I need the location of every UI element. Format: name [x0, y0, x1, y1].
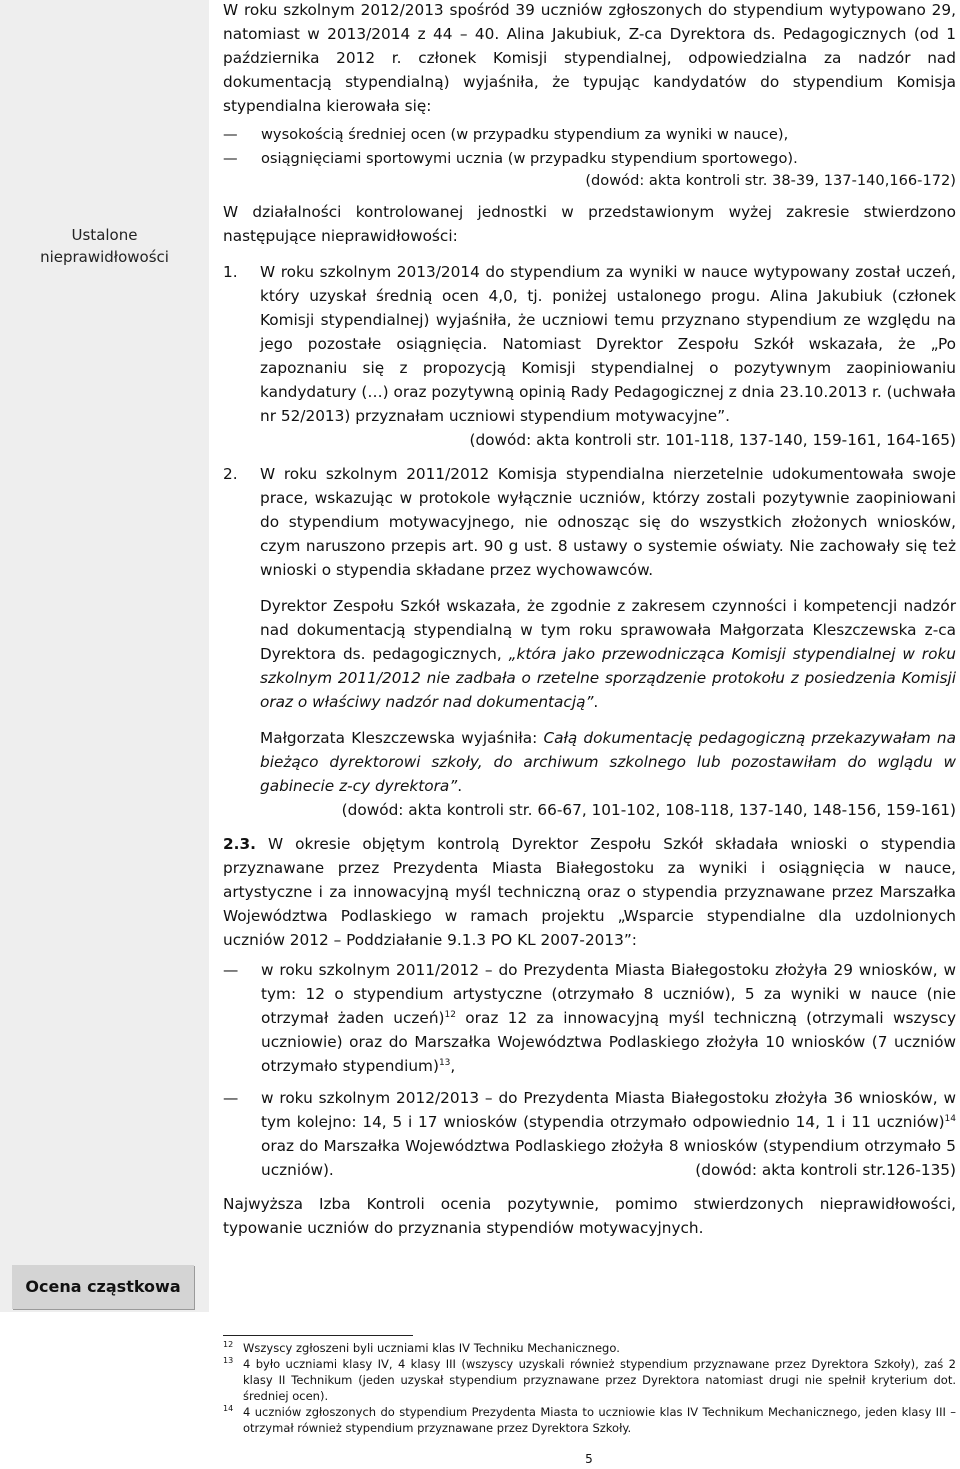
intro-paragraph: W roku szkolnym 2012/2013 spośród 39 uczniów zgłoszonych do stypendium wytypowano 29, natomiast w 2013/2014 z 44 – 40. Alina Jakubiuk, Z-ca Dyrektora ds. Pedagogicznych (od 1 października 2012 r. członek Komisji stypendialnej, odpowiedzialna za nadzór nad dokumentacją stypendialną) wyjaśniła, że typując kandydatów do stypendium Komisja stypendialna kierowała się:	[223, 1, 956, 115]
footnotes	[223, 1340, 956, 1436]
quote-italic: „która jako przewodnicząca Komisji stypendialnej w roku szkolnym 2011/2012 nie zadbała o rzetelne sporządzenie protokołu z posiedzenia Komisji oraz o właściwy nadzór nad dokumentacją”	[260, 645, 957, 711]
sidebar-margin	[0, 0, 209, 1312]
section-number: 2.3.	[223, 835, 256, 853]
list-item: — wysokością średniej ocen (w przypadku stypendium za wyniki w nauce),	[223, 126, 789, 143]
footnote: 13 4 było uczniami klasy IV, 4 klasy III (wszyscy uzyskali również stypendium przyznawane przez Dyrektora Szkoły), zaś 2 klasy II Technikum (jeden uzyskał stypendium przyznawane przez Dyrektora natomiast drugi nie spełnił kryterium dot. średniej ocen).	[223, 1356, 956, 1403]
list-item: — w roku szkolnym 2012/2013 – do Prezydenta Miasta Białegostoku złożyła 36 wniosków, w tym kolejno: 14, 5 i 17 wniosków (stypendia otrzymało odpowiednio 14, 1 i 11 uczniów)$^{14}$ oraz do Marszałka Województwa Podlaskiego złożyła 8 wniosków (stypendium otrzymało 5 uczniów). (dowód: akta kontroli str.126-135)	[223, 1086, 956, 1182]
findings-intro: W działalności kontrolowanej jednostki w przedstawionym wyżej zakresie stwierdzono następujące nieprawidłowości:	[223, 203, 956, 245]
ocena-czastkowa-label: Ocena cząstkowa	[12, 1265, 194, 1309]
footnote: 12 Wszyscy zgłoszeni byli uczniami klas IV Techniku Mechanicznego.	[223, 1340, 620, 1355]
finding-1: 1. W roku szkolnym 2013/2014 do stypendium za wyniki w nauce wytypowany został uczeń, który uzyskał średnią ocen 4,0, tj. poniżej ustalonego progu. Alina Jakubiuk (członek Komisji stypendialnej) wyjaśniła, że uczniowi temu przyznano stypendium ze względu na jego pozostałe osiągnięcia. Natomiast Dyrektor Zespołu Szkół wskazała, że „Po zapoznaniu się z propozycją Komisji stypendialnej o pozytywnym zaopiniowaniu kandydatury (…) oraz pozytywną opinią Rady Pedagogicznej z dnia 23.10.2013 r. (uchwała nr 52/2013) przyznałam uczniowi stypendium motywacyjne”. (dowód: akta kontroli str. 101-118, 137-140, 159-161, 164-165)	[223, 260, 956, 452]
finding-paragraph: Dyrektor Zespołu Szkół wskazała, że zgodnie z zakresem czynności i kompetencji nadzór nad dokumentacją stypendialną w tym roku sprawowała Małgorzata Kleszczewska z-ca Dyrektora ds. pedagogicznych, „która jako przewodnicząca Komisji stypendialnej w roku szkolnym 2011/2012 nie zadbała o rzetelne sporządzenie protokołu z posiedzenia Komisji oraz o właściwy nadzór nad dokumentacją”.	[260, 597, 957, 711]
footnote-separator	[223, 1335, 413, 1336]
footnote-ref: 14	[944, 1113, 956, 1124]
quote-italic: Całą dokumentację pedagogiczną przekazywałam na bieżąco dyrektorowi szkoły, do archiwum szkolnego lub pozostawiłam do wglądu w gabinecie z-cy dyrektora”	[260, 729, 956, 795]
list-item: — osiągnięciami sportowymi ucznia (w przypadku stypendium sportowego).	[223, 150, 798, 167]
footnote: 14 4 uczniów zgłoszonych do stypendium Prezydenta Miasta to uczniowie klas IV Technikum Mechanicznego, jeden klasy III – otrzymał również stypendium przyznawane przez Dyrektora Szkoły.	[223, 1404, 956, 1435]
footnote-ref: 13	[438, 1057, 451, 1068]
evidence-reference: (dowód: akta kontroli str.126-135)	[695, 1161, 956, 1179]
findings-label: Ustalone nieprawidłowości	[40, 226, 169, 266]
finding-paragraph: W roku szkolnym 2011/2012 Komisja stypendialna nierzetelnie udokumentowała swoje prace, wskazując w protokole wyłącznie uczniów, którzy zostali pozytywnie zaopiniowani do stypendium motywacyjnego, nie odnosząc się do wszystkich złożonych wniosków, czym naruszono przepis art. 90 g ust. 8 ustawy o systemie oświaty. Nie zachowały się też wnioski o stypendia składane przez wychowawców.	[260, 465, 956, 579]
evidence-reference: (dowód: akta kontroli str. 101-118, 137-140, 159-161, 164-165)	[469, 431, 956, 449]
finding-2: 2. W roku szkolnym 2011/2012 Komisja stypendialna nierzetelnie udokumentowała swoje prace, wskazując w protokole wyłącznie uczniów, którzy zostali pozytywnie zaopiniowani do stypendium motywacyjnego, nie odnosząc się do wszystkich złożonych wniosków, czym naruszono przepis art. 90 g ust. 8 ustawy o systemie oświaty. Nie zachowały się też wnioski o stypendia składane przez wychowawców. Dyrektor Zespołu Szkół wskazała, że zgodnie z zakresem czynności i kompetencji nadzór nad dokumentacją stypendialną w tym roku sprawowała Małgorzata Kleszczewska z-ca Dyrektora ds. pedagogicznych, „która jako przewodnicząca Komisji stypendialnej w roku szkolnym 2011/2012 nie zadbała o rzetelne sporządzenie protokołu z posiedzenia Komisji oraz o właściwy nadzór nad dokumentacją”. Małgorzata Kleszczewska wyjaśniła: Całą dokumentację pedagogiczną przekazywałam na bieżąco dyrektorowi szkoły, do archiwum szkolnego lub pozostawiłam do wglądu w gabinecie z-cy dyrektora”. (dowód: akta kontroli str. 66-67, 101-102, 108-118, 137-140, 148-156, 159-161)	[223, 462, 956, 822]
section-2-3: 2.3. W okresie objętym kontrolą Dyrektor Zespołu Szkół składała wnioski o stypendia przyznawane przez Prezydenta Miasta Białegostoku za wyniki i osiągnięcia w nauce, artystyczne i za innowacyjną myśl techniczną oraz o stypendia przyznawane przez Marszałka Województwa Podlaskiego w ramach projektu „Wsparcie stypendialne dla uzdolnionych uczniów 2012 – Poddziałanie 9.1.3 PO KL 2007-2013”:	[223, 835, 956, 949]
list-item: — w roku szkolnym 2011/2012 – do Prezydenta Miasta Białegostoku złożyła 29 wniosków, w tym: 12 o stypendium artystyczne (otrzymało 8 uczniów), 5 za wyniki w nauce (nie otrzymał żaden uczeń)$^{12}$ oraz 12 za innowacyjną myśl techniczną (otrzymali wszyscy uczniowie) oraz do Marszałka Województwa Podlaskiego złożyła 10 wniosków (7 uczniów otrzymało stypendium)$^{13}$,	[223, 961, 956, 1075]
evidence-reference: (dowód: akta kontroli str. 38-39, 137-140,166-172)	[585, 172, 956, 189]
evidence-reference: (dowód: akta kontroli str. 66-67, 101-102, 108-118, 137-140, 148-156, 159-161)	[341, 801, 956, 819]
intro-criteria-list	[223, 124, 956, 170]
footnote-ref: 12	[444, 1009, 456, 1020]
ocena-text: Najwyższa Izba Kontroli ocenia pozytywnie, pomimo stwierdzonych nieprawidłowości, typowanie uczniów do przyznania stypendiów motywacyjnych.	[223, 1195, 956, 1237]
main-content	[223, 0, 956, 1240]
section-2-3-list	[223, 958, 956, 1182]
finding-paragraph: Małgorzata Kleszczewska wyjaśniła: Całą dokumentację pedagogiczną przekazywałam na bieżąco dyrektorowi szkoły, do archiwum szkolnego lub pozostawiłam do wglądu w gabinecie z-cy dyrektora”.	[260, 729, 956, 795]
finding-paragraph: W roku szkolnym 2013/2014 do stypendium za wyniki w nauce wytypowany został uczeń, który uzyskał średnią ocen 4,0, tj. poniżej ustalonego progu. Alina Jakubiuk (członek Komisji stypendialnej) wyjaśniła, że uczniowi temu przyznano stypendium ze względu na jego pozostałe osiągnięcia. Natomiast Dyrektor Zespołu Szkół wskazała, że „Po zapoznaniu się z propozycją Komisji stypendialnej o pozytywnym zaopiniowaniu kandydatury (…) oraz pozytywną opinią Rady Pedagogicznej z dnia 23.10.2013 r. (uchwała nr 52/2013) przyznałam uczniowi stypendium motywacyjne”.	[260, 263, 956, 425]
page-number: 5	[585, 1452, 593, 1466]
